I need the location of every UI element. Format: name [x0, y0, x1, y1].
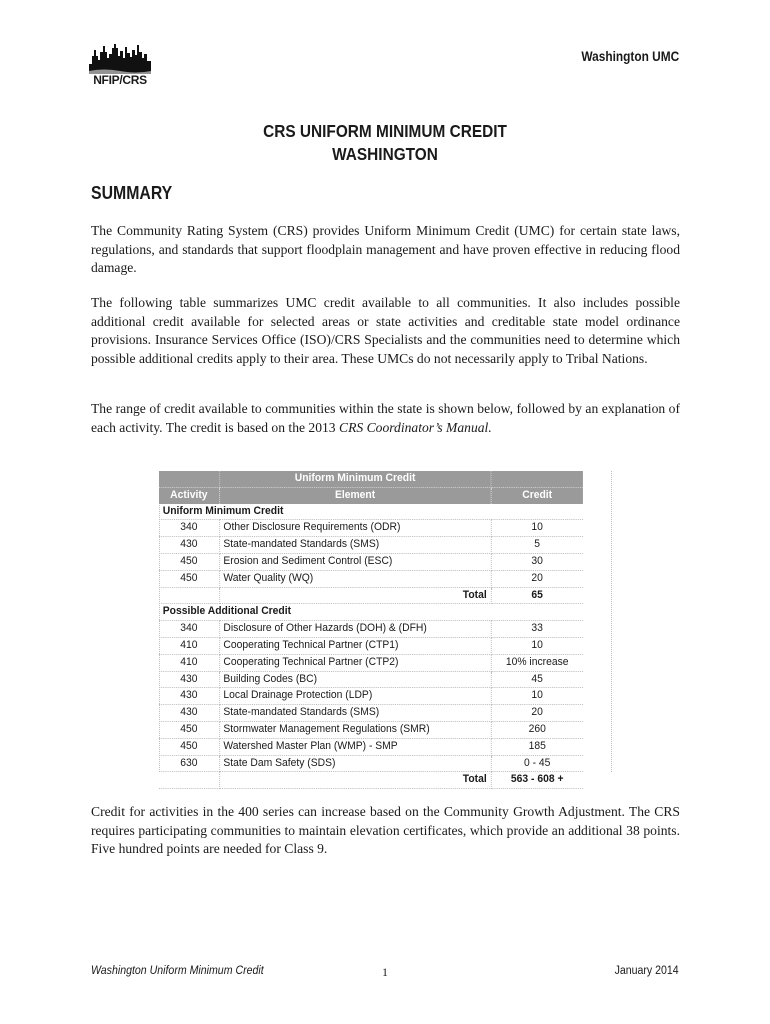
cell-credit: 20: [491, 570, 583, 587]
cell-activity: 410: [159, 654, 219, 671]
table-row: [159, 688, 583, 705]
table-row: [159, 654, 583, 671]
document-title-line1: CRS UNIFORM MINIMUM CREDIT: [263, 121, 507, 141]
table-row: [159, 520, 583, 537]
umc-table: [159, 471, 583, 789]
paragraph-credit-range-text: The range of credit available to communities within the state is shown below, followed by an explanation of each activity. The credit is based on the 2013: [91, 401, 680, 435]
table-row: [159, 537, 583, 554]
nfip-crs-logo: [89, 42, 151, 90]
total-label: Total: [219, 587, 491, 604]
cell-element: Local Drainage Protection (LDP): [219, 688, 491, 705]
cell-credit: 10% increase: [491, 654, 583, 671]
section-row-additional: [159, 604, 583, 621]
paragraph-intro: The Community Rating System (CRS) provides Uniform Minimum Credit (UMC) for certain state laws, regulations, and standards that support floodplain management and have proven effective in reducing flood damage.: [91, 223, 680, 275]
cell-activity: 450: [159, 721, 219, 738]
super-header-spacer: [491, 471, 583, 487]
cell-element: Stormwater Management Regulations (SMR): [219, 721, 491, 738]
cell-element: State-mandated Standards (SMS): [219, 705, 491, 722]
footer-page-number: 1: [382, 965, 388, 979]
cell-activity: 450: [159, 738, 219, 755]
col-header-element: Element: [219, 487, 491, 503]
cell-credit: 10: [491, 688, 583, 705]
logo-text: NFIP/CRS: [93, 73, 147, 87]
cell-activity: 340: [159, 621, 219, 638]
cell-credit: 5: [491, 537, 583, 554]
cell-element: Water Quality (WQ): [219, 570, 491, 587]
total-spacer: [159, 772, 219, 789]
super-header: Uniform Minimum Credit: [219, 471, 491, 487]
section-label: Uniform Minimum Credit: [159, 504, 583, 520]
table-row: [159, 738, 583, 755]
cell-element: State Dam Safety (SDS): [219, 755, 491, 772]
cell-credit: 10: [491, 637, 583, 654]
document-title-line2: WASHINGTON: [332, 144, 438, 164]
table-row: [159, 637, 583, 654]
cell-credit: 30: [491, 553, 583, 570]
total-row-uniform: [159, 587, 583, 604]
super-header-spacer: [159, 471, 219, 487]
table-row: [159, 671, 583, 688]
total-row-additional: [159, 772, 583, 789]
cell-activity: 450: [159, 553, 219, 570]
cell-element: Cooperating Technical Partner (CTP2): [219, 654, 491, 671]
cell-credit: 20: [491, 705, 583, 722]
table-row: [159, 705, 583, 722]
section-row-uniform: [159, 504, 583, 520]
table-header-row: [159, 487, 583, 503]
table-row: [159, 570, 583, 587]
footer-doc-title: Washington Uniform Minimum Credit: [91, 965, 264, 977]
col-header-activity: Activity: [159, 487, 219, 503]
cell-credit: 260: [491, 721, 583, 738]
section-label: Possible Additional Credit: [159, 604, 583, 621]
section-heading-summary: SUMMARY: [91, 183, 173, 203]
total-spacer: [159, 587, 219, 604]
cell-credit: 33: [491, 621, 583, 638]
city-skyline-icon: [89, 42, 151, 74]
cell-activity: 430: [159, 671, 219, 688]
table-row: [159, 721, 583, 738]
table-super-header-row: [159, 471, 583, 487]
header-doc-label: Washington UMC: [581, 49, 679, 64]
total-value: 563 - 608 +: [491, 772, 583, 789]
paragraph-credit-range: [91, 400, 680, 437]
cell-activity: 410: [159, 637, 219, 654]
cell-activity: 450: [159, 570, 219, 587]
cell-credit: 10: [491, 520, 583, 537]
cell-element: Disclosure of Other Hazards (DOH) & (DFH): [219, 621, 491, 638]
total-value: 65: [491, 587, 583, 604]
cell-element: Cooperating Technical Partner (CTP1): [219, 637, 491, 654]
cell-credit: 45: [491, 671, 583, 688]
cell-element: State-mandated Standards (SMS): [219, 537, 491, 554]
cell-activity: 430: [159, 537, 219, 554]
cell-activity: 630: [159, 755, 219, 772]
total-label: Total: [219, 772, 491, 789]
footer-date: January 2014: [614, 965, 679, 977]
cell-credit: 185: [491, 738, 583, 755]
cell-activity: 430: [159, 705, 219, 722]
table-row: [159, 755, 583, 772]
cell-activity: 430: [159, 688, 219, 705]
cell-credit: 0 - 45: [491, 755, 583, 772]
table-row: [159, 621, 583, 638]
table-row: [159, 553, 583, 570]
col-header-credit: Credit: [491, 487, 583, 503]
paragraph-table-summary: The following table summarizes UMC credit available to all communities. It also includes possible additional credit available for selected areas or state activities and creditable state model ordinance provisions. Insurance Services Office (ISO)/CRS Specialists and the communities need to determine which possible additional credits apply to their area. These UMCs do not necessarily apply to Tribal Nations.: [91, 295, 680, 366]
manual-title: CRS Coordinator’s Manual.: [339, 419, 492, 435]
cell-element: Erosion and Sediment Control (ESC): [219, 553, 491, 570]
cell-element: Other Disclosure Requirements (ODR): [219, 520, 491, 537]
cell-activity: 340: [159, 520, 219, 537]
paragraph-growth-adjustment: Credit for activities in the 400 series can increase based on the Community Growth Adjustment. The CRS requires participating communities to maintain elevation certificates, which provide an additional 38 points. Five hundred points are needed for Class 9.: [91, 804, 680, 856]
cell-element: Building Codes (BC): [219, 671, 491, 688]
cell-element: Watershed Master Plan (WMP) - SMP: [219, 738, 491, 755]
